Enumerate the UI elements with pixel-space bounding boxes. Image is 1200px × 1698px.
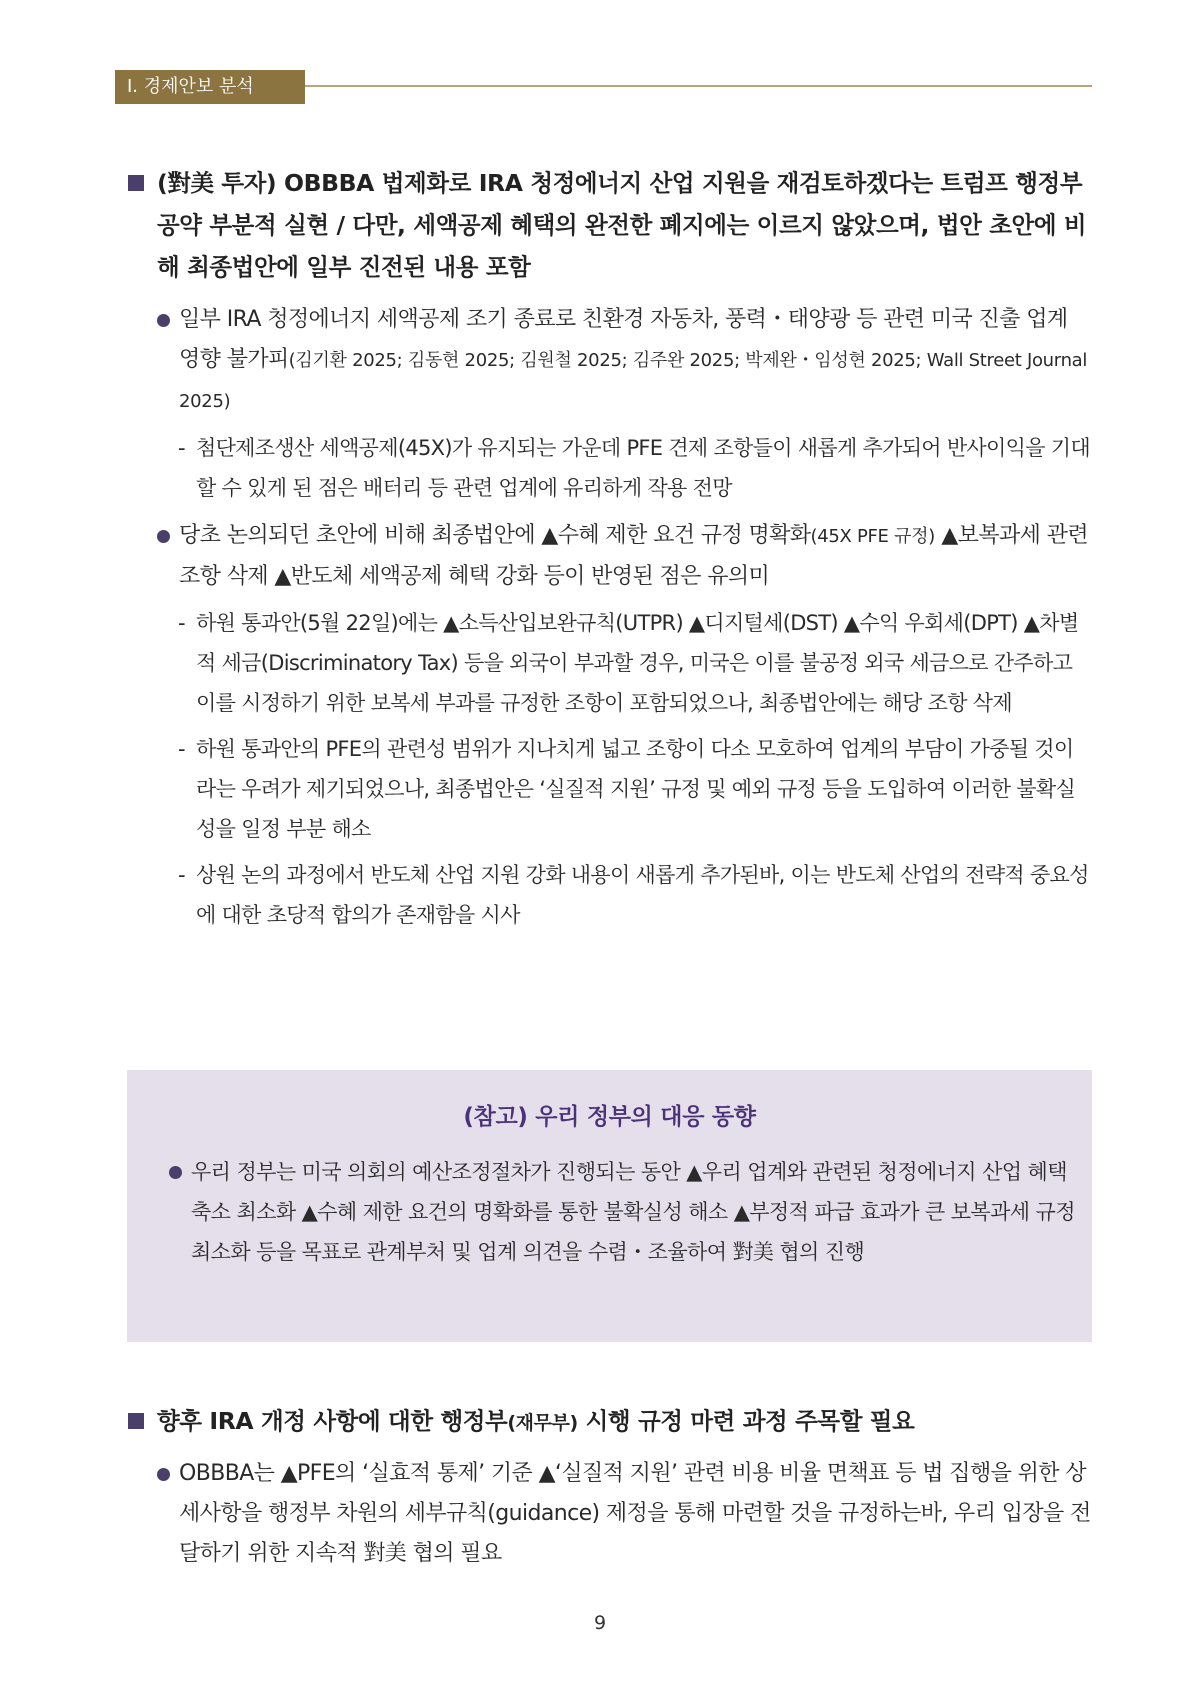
reference-title: (참고) 우리 정부의 대응 동향 (463, 1104, 756, 1130)
dash-text: 하원 통과안의 PFE의 관련성 범위가 지나치게 넓고 조항이 다소 모호하여 업계의 부담이 가중될 것이라는 우려가 제기되었으나, 최종법안은 ‘실질적 지원’ 규정 및 예외 규정 등을 도입하여 이러한 불확실성을 일정 부분 해소 (196, 737, 1076, 841)
bullet-small: (45X PFE 규정) (810, 526, 935, 547)
square-bullet-icon (128, 1413, 144, 1429)
square-bullet-icon (128, 175, 144, 191)
bullet-text: OBBBA는 ▲PFE의 ‘실효적 통제’ 기준 ▲‘실질적 지원’ 관련 비용 비율 면책표 등 법 집행을 위한 상세사항을 행정부 차원의 세부규칙(guidance) 제정을 통해 마련할 것을 규정하는바, 우리 입장을 전달하기 위한 지속적 對美 협의 필요 (179, 1461, 1091, 1566)
dash-marker: - (178, 436, 185, 460)
section2-heading-small: (재무부) (507, 1412, 578, 1434)
dash-marker: - (178, 863, 185, 887)
bullet-citation: (김기환 2025; 김동현 2025; 김원철 2025; 김주완 2025; 박제완・임성현 2025; Wall Street Journal 2025) (179, 350, 1088, 412)
reference-bullet (169, 1152, 1081, 1272)
dash-marker: - (178, 611, 185, 635)
section-header (115, 70, 1092, 104)
bullet-text-a: 당초 논의되던 초안에 비해 최종법안에 ▲수혜 제한 요건 규정 명확화 (179, 523, 811, 548)
dash-item (125, 603, 1092, 723)
header-divider (305, 85, 1092, 87)
bullet-text: 일부 IRA 청정에너지 세액공제 조기 종료로 친환경 자동차, 풍력・태양광 등 관련 미국 진출 업계 영향 불가피 (179, 307, 1068, 372)
dash-marker: - (178, 737, 185, 761)
section1-heading-text: (對美 투자) OBBBA 법제화로 IRA 청정에너지 산업 지원을 재검토하겠다는 트럼프 행정부 공약 부분적 실현 / 다만, 세액공제 혜택의 완전한 폐지에는 이르지 않았으며, 법안 초안에 비해 최종법안에 일부 진전된 내용 포함 (157, 169, 1087, 281)
circle-bullet-icon (157, 1468, 170, 1481)
dash-text: 상원 논의 과정에서 반도체 산업 지원 강화 내용이 새롭게 추가된바, 이는 반도체 산업의 전략적 중요성에 대한 초당적 합의가 존재함을 시사 (196, 863, 1089, 927)
bullet-item (125, 300, 1092, 422)
section1 (125, 162, 1092, 935)
section2-heading (125, 1400, 1092, 1444)
section2 (125, 1400, 1092, 1574)
reference-box (127, 1070, 1092, 1342)
dash-text: 하원 통과안(5월 22일)에는 ▲소득산입보완규칙(UTPR) ▲디지털세(DST) ▲수익 우회세(DPT) ▲차별적 세금(Discriminatory Tax) 등을 외국이 부과할 경우, 미국은 이를 불공정 외국 세금으로 간주하고 이를 시정하기 위한 보복세 부과를 규정한 조항이 포함되었으나, 최종법안에는 해당 조항 삭제 (196, 611, 1079, 715)
bullet-text-b: ▲보복과세 관련 조항 삭제 ▲반도체 세액공제 혜택 강화 등이 반영된 점은 유의미 (179, 523, 1088, 589)
dash-item (125, 428, 1092, 508)
bullet-item (125, 516, 1092, 597)
reference-bullet-text: 우리 정부는 미국 의회의 예산조정절차가 진행되는 동안 ▲우리 업계와 관련된 청정에너지 산업 혜택 축소 최소화 ▲수혜 제한 요건의 명확화를 통한 불확실성 해소 ▲부정적 파급 효과가 큰 보복과세 규정 최소화 등을 목표로 관계부처 및 업계 의견을 수렴・조율하여 對美 협의 진행 (191, 1160, 1075, 1264)
dash-text: 첨단제조생산 세액공제(45X)가 유지되는 가운데 PFE 견제 조항들이 새롭게 추가되어 반사이익을 기대할 수 있게 된 점은 배터리 등 관련 업계에 유리하게 작용 전망 (196, 436, 1090, 500)
section2-heading-a: 향후 IRA 개정 사항에 대한 행정부 (157, 1407, 508, 1435)
page-number: 9 (593, 1612, 607, 1634)
dash-item (125, 855, 1092, 935)
bullet-item (125, 1454, 1092, 1574)
circle-bullet-icon (169, 1166, 182, 1179)
section2-heading-b: 시행 규정 마련 과정 주목할 필요 (577, 1407, 915, 1435)
section1-heading (125, 162, 1092, 288)
section-label: Ⅰ. 경제안보 분석 (115, 70, 305, 104)
dash-item (125, 729, 1092, 849)
circle-bullet-icon (157, 314, 170, 327)
circle-bullet-icon (157, 530, 170, 543)
